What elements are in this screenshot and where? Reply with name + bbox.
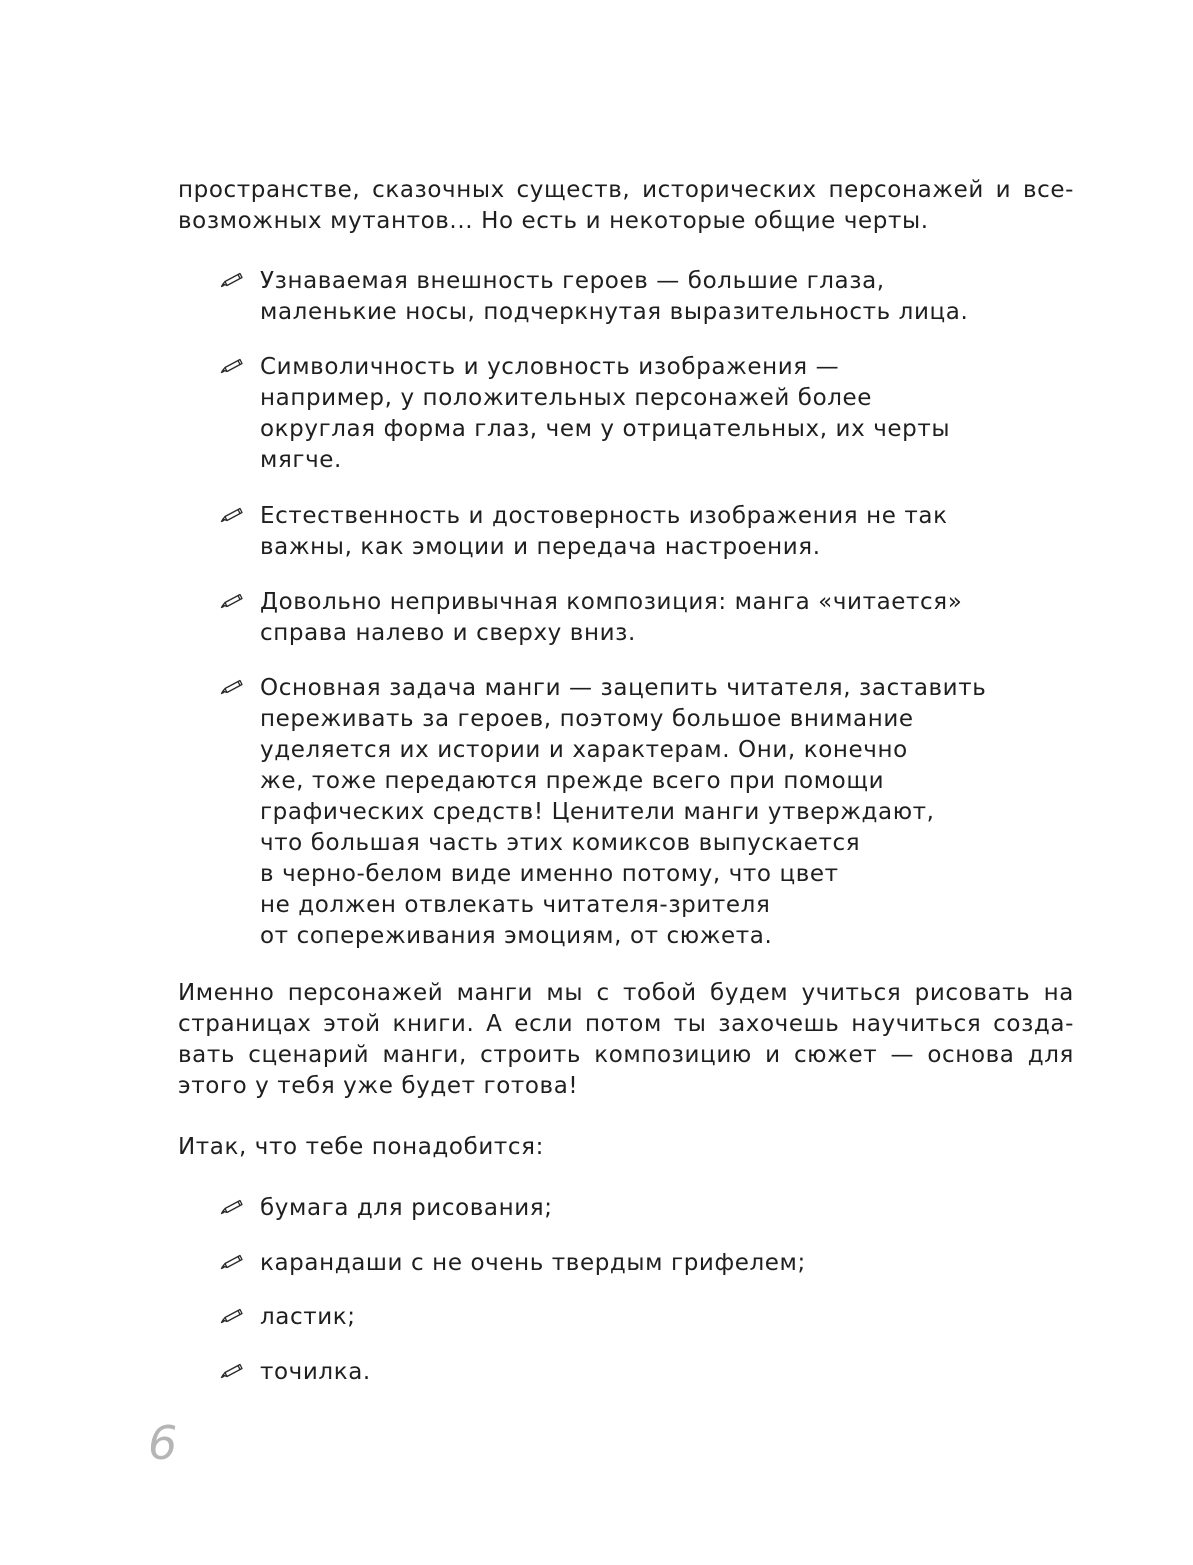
text-line: ластик; xyxy=(260,1304,356,1330)
text-line: мягче. xyxy=(260,447,342,473)
summary-paragraph xyxy=(178,978,1074,1102)
pencil-icon xyxy=(220,1252,246,1270)
pencil-icon xyxy=(220,356,246,374)
text-line: переживать за героев, поэтому большое внимание xyxy=(260,706,914,732)
pencil-icon xyxy=(220,505,246,523)
text-line: возможных мутантов... Но есть и некоторые общие черты. xyxy=(178,208,929,234)
text-line: пространстве, сказочных существ, исторических персонажей и все- xyxy=(178,177,1074,203)
text-line: округлая форма глаз, чем у отрицательных, их черты xyxy=(260,416,951,442)
text-line: маленькие носы, подчеркнутая выразительность лица. xyxy=(260,299,969,325)
supply-text xyxy=(260,1302,980,1333)
pencil-icon xyxy=(220,591,246,609)
text-line: Символичность и условность изображения — xyxy=(260,354,840,380)
text-line: справа налево и сверху вниз. xyxy=(260,620,636,646)
supply-text xyxy=(260,1193,980,1224)
text-line: Основная задача манги — зацепить читателя, заставить xyxy=(260,675,987,701)
feature-text xyxy=(260,352,980,476)
feature-text xyxy=(260,587,980,649)
text-line: Именно персонажей манги мы с тобой будем учиться рисовать на xyxy=(178,980,1074,1006)
pencil-icon xyxy=(220,677,246,695)
text-line: этого у тебя уже будет готова! xyxy=(178,1073,579,1099)
text-line: страницах этой книги. А если потом ты захочешь научиться созда- xyxy=(178,1011,1074,1037)
pencil-icon xyxy=(220,1306,246,1324)
feature-text xyxy=(260,266,980,328)
intro-paragraph xyxy=(178,175,1074,237)
pencil-icon xyxy=(220,1361,246,1379)
text-line: что большая часть этих комиксов выпускается xyxy=(260,830,861,856)
supplies-intro xyxy=(178,1132,1074,1163)
text-line: бумага для рисования; xyxy=(260,1195,553,1221)
feature-text xyxy=(260,501,980,563)
text-line: точилка. xyxy=(260,1359,371,1385)
text-line: Довольно непривычная композиция: манга «читается» xyxy=(260,589,963,615)
text-line: например, у положительных персонажей более xyxy=(260,385,873,411)
text-line: графических средств! Ценители манги утверждают, xyxy=(260,799,935,825)
text-line: Итак, что тебе понадобится: xyxy=(178,1134,544,1160)
text-line: не должен отвлекать читателя-зрителя xyxy=(260,892,771,918)
text-line: важны, как эмоции и передача настроения. xyxy=(260,534,821,560)
text-line: в черно-белом виде именно потому, что цвет xyxy=(260,861,839,887)
pencil-icon xyxy=(220,1197,246,1215)
pencil-icon xyxy=(220,270,246,288)
text-line: Узнаваемая внешность героев — большие глаза, xyxy=(260,268,885,294)
page-number: 6 xyxy=(148,1416,178,1470)
text-line: вать сценарий манги, строить композицию и сюжет — основа для xyxy=(178,1042,1074,1068)
text-line: от сопереживания эмоциям, от сюжета. xyxy=(260,923,773,949)
supply-text xyxy=(260,1357,980,1388)
text-line: карандаши с не очень твердым грифелем; xyxy=(260,1250,806,1276)
text-line: же, тоже передаются прежде всего при помощи xyxy=(260,768,885,794)
supply-text xyxy=(260,1248,980,1279)
text-line: уделяется их истории и характерам. Они, конечно xyxy=(260,737,908,763)
feature-text xyxy=(260,673,987,952)
text-line: Естественность и достоверность изображения не так xyxy=(260,503,948,529)
